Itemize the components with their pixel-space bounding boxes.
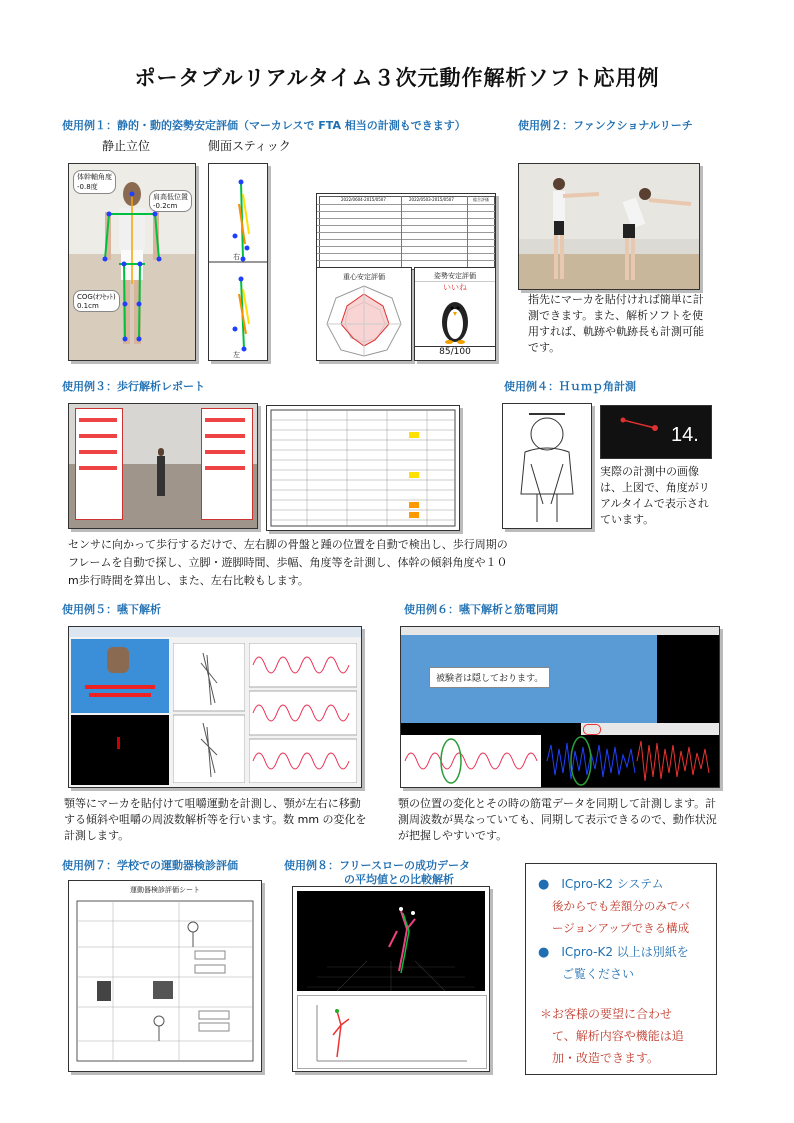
reach-figures	[519, 164, 699, 289]
tag-cog-label: COG(ｵﾌｾｯﾄ)	[77, 293, 116, 301]
tag-trunk-value: -0.8度	[77, 183, 98, 191]
ex8-heading-line2: の平均値との比較解析	[344, 873, 454, 886]
info-item2-b: ご覧ください	[562, 967, 635, 981]
ex1-heading: 使用例１：静的・動的姿勢安定評価（マーカレスで FTA 相当の計測もできます）	[62, 119, 466, 132]
ex7-heading: 使用例７：学校での運動器検診評価	[62, 859, 238, 872]
ex4-heading: 使用例４：Ｈｕｍｐ角計測	[504, 380, 636, 393]
info-item1-sub-b: ージョンアップできる構成	[552, 921, 690, 935]
page-title: ポータブルリアルタイム３次元動作解析ソフト応用例	[134, 66, 660, 90]
gait-screen	[68, 403, 258, 529]
score-value: 85/100	[415, 346, 495, 357]
school-checkup-sheet	[68, 880, 262, 1072]
bullet-icon: ●	[538, 945, 550, 960]
subject-hidden-note: 被験者は隠しております。	[429, 667, 550, 688]
hump-drawing	[502, 403, 592, 529]
evaluation-table	[316, 193, 496, 271]
freethrow-screen	[292, 886, 490, 1072]
emg-waves	[401, 735, 719, 787]
hump-angle-value: 14.	[671, 424, 699, 446]
tag-trunk-label: 体幹軸角度	[77, 173, 112, 181]
freethrow-2d	[297, 995, 485, 1067]
stick-right-label: 右	[233, 253, 240, 261]
tag-shoulder-label: 肩高低位置	[153, 193, 188, 201]
swallow-waves	[249, 643, 357, 783]
hump-figure	[503, 404, 591, 528]
ex6-heading: 使用例６：嚥下解析と筋電同期	[404, 603, 558, 616]
radar-chart	[317, 280, 411, 360]
gait-report	[266, 405, 460, 531]
swallow-trajectory	[173, 643, 245, 783]
table-header-1: 2022/0604-2015/0507	[341, 197, 386, 202]
ex4-caption: 実際の計測中の画像は、上図で、角度がリアルタイムで表示されています。	[600, 465, 710, 526]
table-header-3: 総合評価	[473, 197, 489, 202]
side-stick-figures	[209, 164, 267, 360]
gait-report-grid	[267, 406, 459, 530]
ex8-heading-line1: 使用例８：フリースローの成功データ	[284, 859, 471, 872]
ex3-caption: センサに向かって歩行するだけで、左右脚の骨盤と踵の位置を自動で検出し、歩行周期のフレームを自動で探し、立脚・遊脚時間、歩幅、角度等を計測し、体幹の傾斜角度や１０m歩行時間を算出し、また、左右比較もします。	[68, 538, 508, 587]
info-item2-text: ICpro-K2 以上は別紙を	[561, 945, 689, 959]
radar-chart-panel	[316, 267, 412, 361]
standing-photo	[68, 163, 196, 361]
info-note-c: 加・改造できます。	[552, 1051, 660, 1065]
stick-left-label: 左	[233, 351, 240, 359]
info-note-a: ＊お客様の要望に合わせ	[540, 1007, 673, 1021]
penguin-good: いいね	[443, 283, 467, 292]
info-item1-text: ICpro-K2 システム	[561, 877, 664, 891]
sheet-title: 運動器検診評価シート	[130, 886, 200, 894]
reach-photo	[518, 163, 700, 290]
ex2-heading: 使用例２：ファンクショナルリーチ	[518, 119, 693, 132]
ex5-heading: 使用例５：嚥下解析	[62, 603, 161, 616]
tag-cog-value: 0.1cm	[77, 302, 99, 310]
bullet-icon: ●	[538, 877, 550, 892]
penguin-icon	[439, 294, 471, 344]
product-info-box	[525, 863, 717, 1075]
radar-title: 重心安定評価	[343, 273, 385, 281]
tag-shoulder-value: -0.2cm	[153, 202, 178, 210]
ex5-caption: 顎等にマーカを貼付けて咀嚼運動を計測し、顎が左右に移動する傾斜や咀嚼の周波数解析等を行います。数 mm の変化を計測します。	[64, 797, 367, 842]
table-header-2: 2022/0503-2015/0507	[409, 197, 454, 202]
ex6-caption: 顎の位置の変化とその時の筋電データを同期して計測します。計測周波数が異なっていても、同期して表示できるので、動作状況が把握しやすいです。	[398, 797, 717, 842]
ex1-label-stick: 側面スティック	[208, 139, 291, 153]
ex1-label-static: 静止立位	[102, 139, 151, 153]
emg-screen	[400, 626, 720, 788]
penguin-panel	[414, 267, 496, 361]
info-item1-sub-a: 後からでも差額分のみでバ	[552, 899, 690, 913]
freethrow-3d	[297, 891, 485, 991]
hump-live-screen	[600, 405, 712, 459]
info-note-b: て、解析内容や機能は追	[552, 1029, 684, 1043]
ex2-caption: 指先にマーカを貼付ければ簡単に計測できます。また、解析ソフトを使用すれば、軌跡や軌跡長も計測可能です。	[528, 293, 704, 354]
sheet-grid	[69, 881, 261, 1071]
penguin-title: 姿勢安定評価	[415, 271, 495, 282]
swallow-screen	[68, 626, 362, 788]
ex3-heading: 使用例３：歩行解析レポート	[62, 380, 205, 393]
side-stick-panel	[208, 163, 268, 361]
